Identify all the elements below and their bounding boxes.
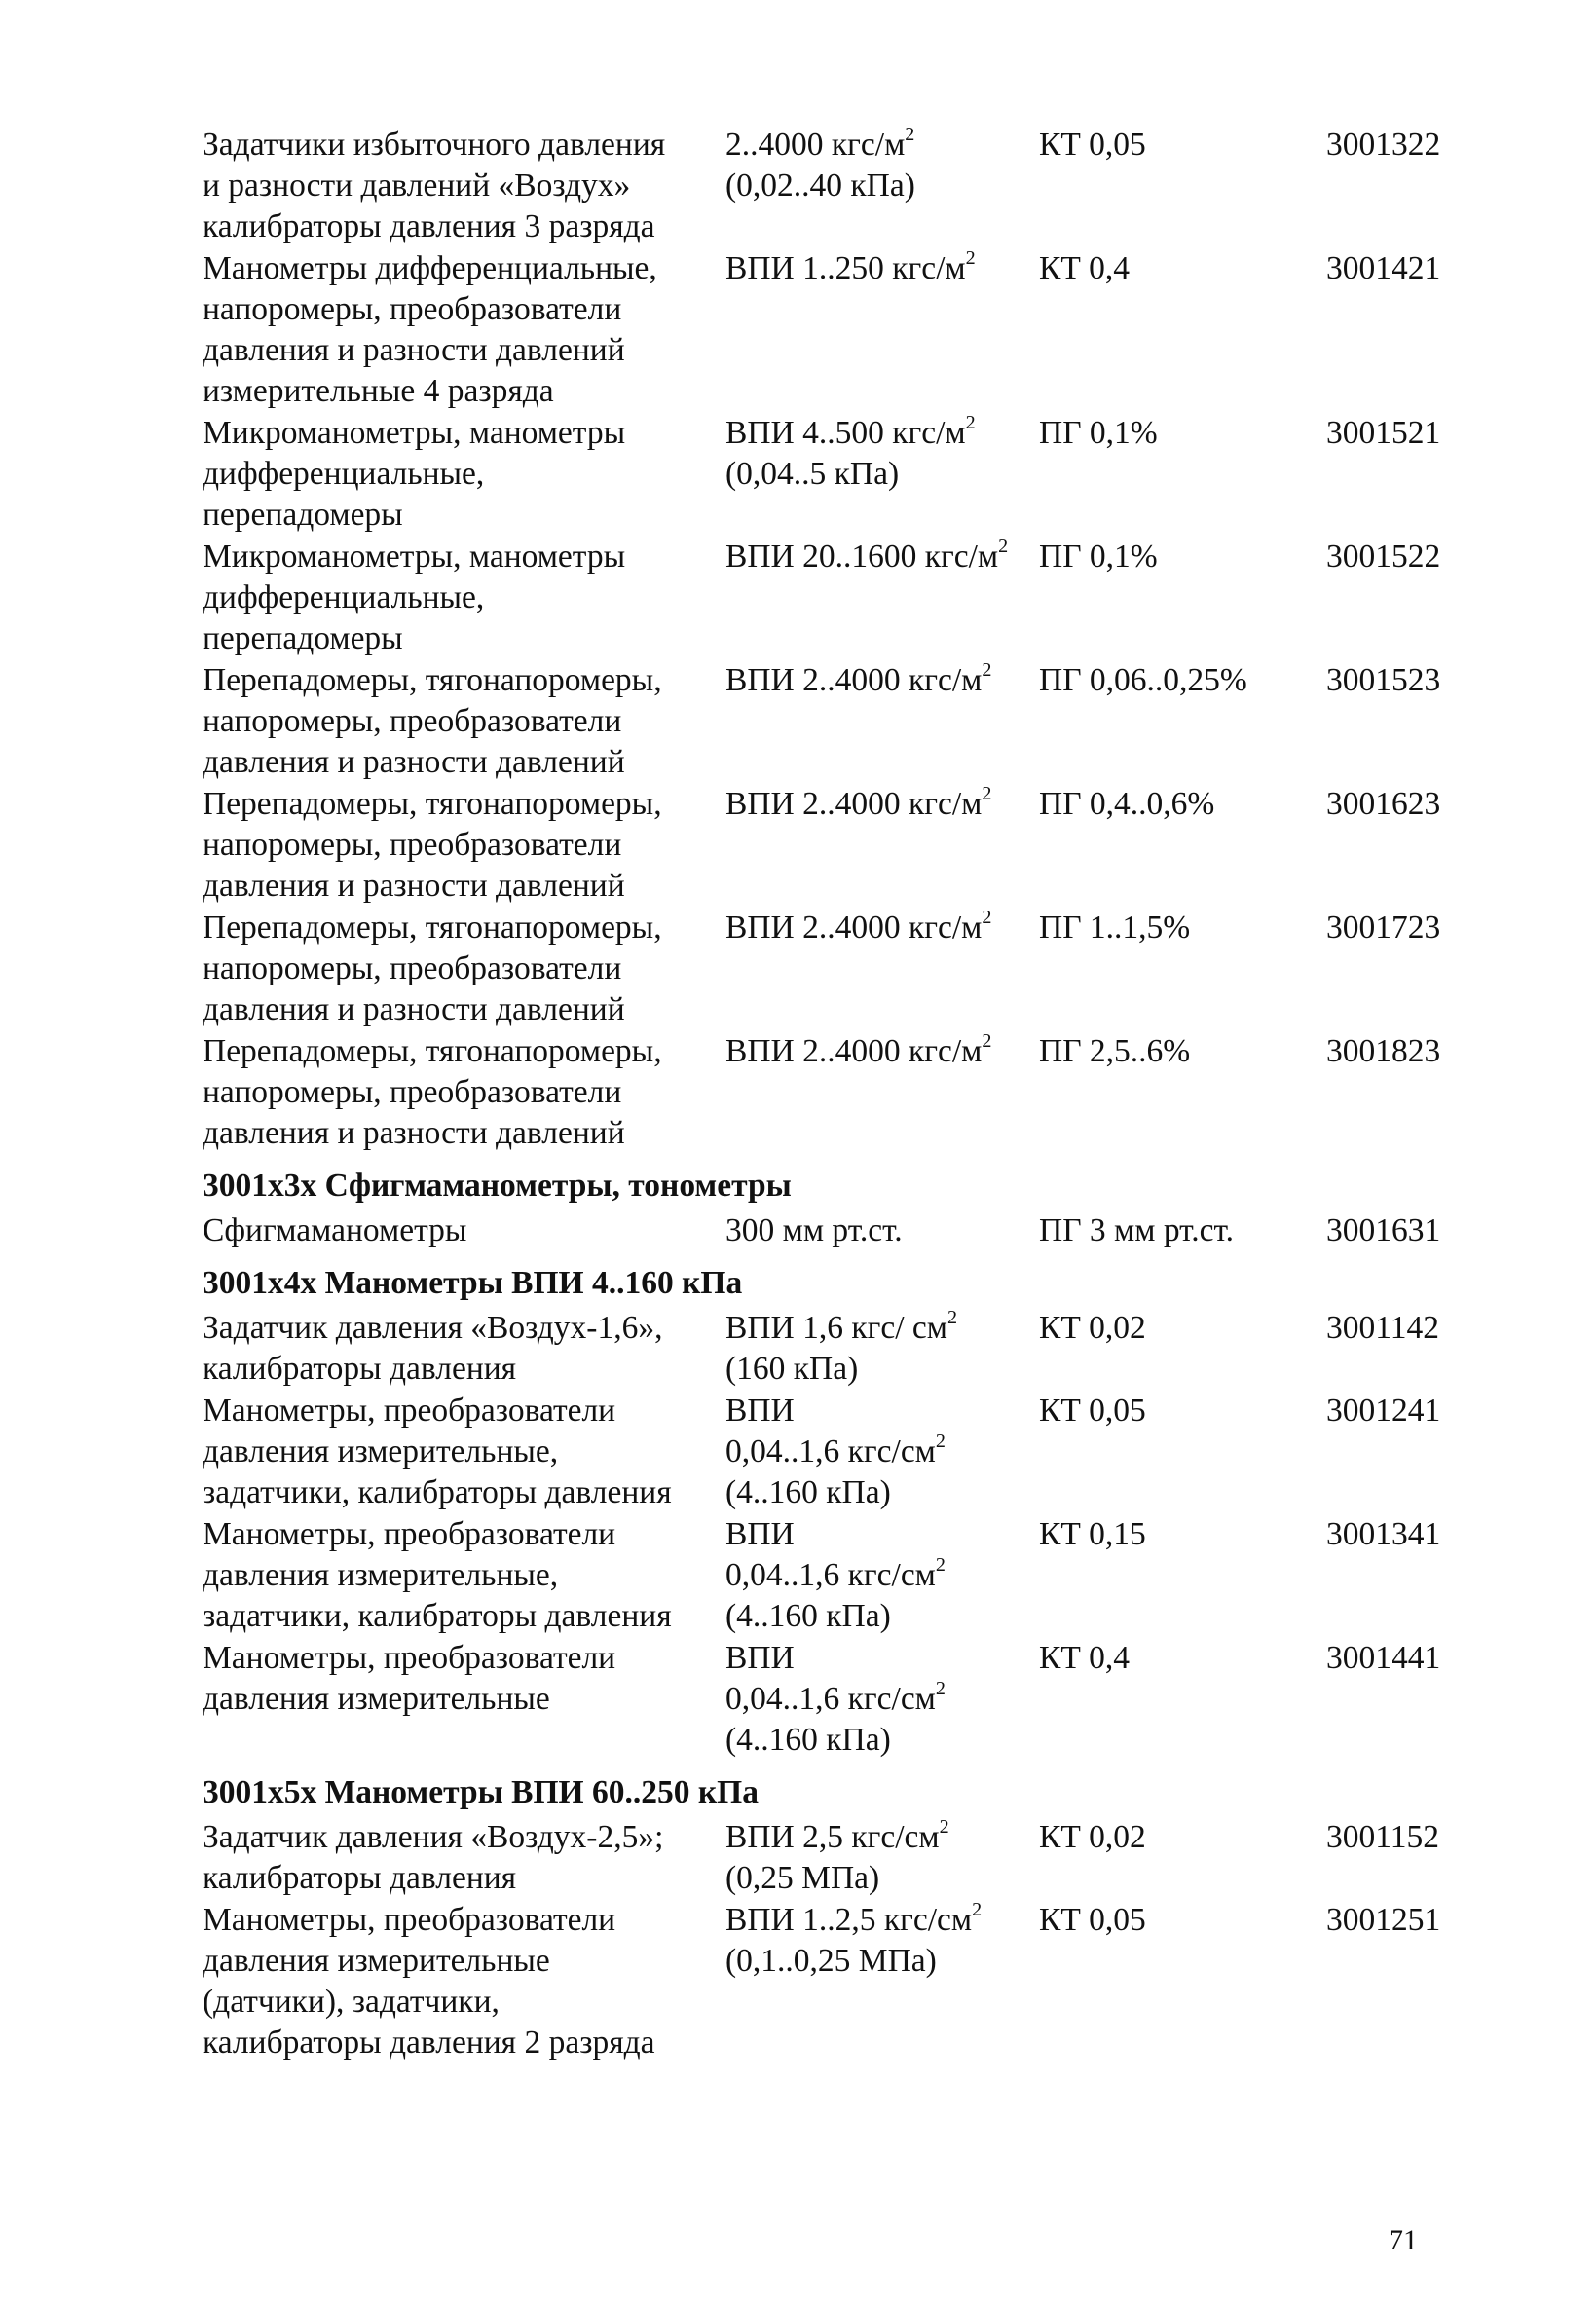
instrument-code: 3001142 (1326, 1310, 1440, 1346)
instrument-code: 3001421 (1326, 250, 1441, 286)
instrument-row (203, 1308, 1468, 1390)
instrument-name: Манометры, преобразователи давления измерительные, задатчики, калибраторы давления (203, 1516, 672, 1634)
instrument-row (203, 413, 1468, 536)
accuracy-class: ПГ 3 мм рт.ст. (1039, 1212, 1235, 1248)
instrument-code: 3001441 (1326, 1640, 1441, 1676)
instrument-row (203, 1514, 1468, 1637)
accuracy-class: КТ 0,05 (1039, 127, 1146, 163)
instrument-name: Микроманометры, манометры дифференциальные, перепадомеры (203, 539, 626, 656)
measurement-range: ВПИ 2..4000 кгс/$м^2$ (725, 906, 992, 946)
accuracy-class: КТ 0,05 (1039, 1902, 1146, 1938)
instrument-code: 3001823 (1326, 1033, 1441, 1069)
instrument-row (203, 537, 1468, 659)
accuracy-class: КТ 0,05 (1039, 1393, 1146, 1429)
instrument-row (203, 1900, 1468, 2063)
accuracy-class: КТ 0,4 (1039, 1640, 1131, 1676)
instrument-code: 3001623 (1326, 786, 1441, 822)
measurement-range: ВПИ 0,04..1,6 кгс/$см^2$ (4..160 кПа) (725, 1516, 946, 1634)
measurement-range: ВПИ 0,04..1,6 кгс/$см^2$ (4..160 кПа) (725, 1640, 946, 1758)
measurement-range: ВПИ 1..2,5 кгс/$см^2$ (0,1..0,25 МПа) (725, 1898, 983, 1979)
instrument-code: 3001152 (1326, 1819, 1440, 1855)
instrument-code: 3001723 (1326, 910, 1441, 946)
instrument-row (203, 248, 1468, 412)
measurement-range: 300 мм рт.ст. (725, 1212, 903, 1248)
page-number: 71 (1389, 2224, 1418, 2256)
section-heading: 3001x4x Манометры ВПИ 4..160 кПа (203, 1265, 743, 1301)
instrument-code: 3001522 (1326, 539, 1441, 575)
measurement-range: ВПИ 2..4000 кгс/$м^2$ (725, 658, 992, 698)
measurement-range: ВПИ 20..1600 кгс/$м^2$ (725, 535, 1009, 575)
instrument-code: 3001251 (1326, 1902, 1441, 1938)
instrument-name: Перепадомеры, тягонапоромеры, напоромеры, преобразователи давления и разности давлений (203, 662, 662, 780)
measurement-range: ВПИ 0,04..1,6 кгс/$см^2$ (4..160 кПа) (725, 1393, 946, 1510)
instrument-row (203, 1210, 1468, 1251)
measurement-range: ВПИ 2..4000 кгс/$м^2$ (725, 782, 992, 822)
instrument-name: Задатчик давления «Воздух-1,6», калибраторы давления (203, 1310, 663, 1387)
document-body (203, 125, 1468, 2064)
accuracy-class: ПГ 1..1,5% (1039, 910, 1191, 946)
instrument-row (203, 660, 1468, 783)
measurement-range: ВПИ 2,5 кгс/$см^2$ (0,25 МПа) (725, 1815, 949, 1896)
instrument-row (203, 1031, 1468, 1154)
instrument-name: Манометры, преобразователи давления измерительные, задатчики, калибраторы давления (203, 1393, 672, 1510)
instrument-code: 3001322 (1326, 127, 1441, 163)
instrument-name: Задатчик давления «Воздух-2,5»; калибраторы давления (203, 1819, 664, 1896)
accuracy-class: КТ 0,4 (1039, 250, 1131, 286)
measurement-range: ВПИ 4..500 кгс/$м^2$ (0,04..5 кПа) (725, 411, 976, 492)
accuracy-class: КТ 0,02 (1039, 1310, 1146, 1346)
instrument-name: Манометры дифференциальные, напоромеры, преобразователи давления и разности давлений измерительные 4 разряда (203, 250, 657, 409)
accuracy-class: ПГ 0,4..0,6% (1039, 786, 1215, 822)
instrument-name: Манометры, преобразователи давления измерительные (203, 1640, 616, 1717)
instrument-name: Манометры, преобразователи давления измерительные (датчики), задатчики, калибраторы давления 2 разряда (203, 1902, 655, 2061)
measurement-range: ВПИ 2..4000 кгс/$м^2$ (725, 1029, 992, 1069)
accuracy-class: ПГ 0,1% (1039, 415, 1158, 451)
accuracy-class: КТ 0,02 (1039, 1819, 1146, 1855)
accuracy-class: ПГ 0,1% (1039, 539, 1158, 575)
instrument-row (203, 908, 1468, 1030)
instrument-code: 3001631 (1326, 1212, 1441, 1248)
accuracy-class: КТ 0,15 (1039, 1516, 1146, 1552)
instrument-row (203, 125, 1468, 247)
measurement-range: ВПИ 1..250 кгс/$м^2$ (725, 246, 976, 286)
instrument-code: 3001523 (1326, 662, 1441, 698)
measurement-range: ВПИ 1,6 кгс/ $см^2$ (160 кПа) (725, 1306, 958, 1387)
instrument-name: Перепадомеры, тягонапоромеры, напоромеры, преобразователи давления и разности давлений (203, 910, 662, 1027)
instrument-name: Перепадомеры, тягонапоромеры, напоромеры, преобразователи давления и разности давлений (203, 786, 662, 904)
measurement-range: 2..4000 кгс/$м^2$ (0,02..40 кПа) (725, 123, 915, 204)
instrument-row (203, 784, 1468, 907)
instrument-name: Задатчики избыточного давления и разности давлений «Воздух» калибраторы давления 3 разряда (203, 127, 666, 244)
instrument-row (203, 1638, 1468, 1761)
accuracy-class: ПГ 2,5..6% (1039, 1033, 1191, 1069)
accuracy-class: ПГ 0,06..0,25% (1039, 662, 1247, 698)
instrument-name: Сфигмаманометры (203, 1212, 467, 1248)
instrument-code: 3001521 (1326, 415, 1441, 451)
instrument-name: Перепадомеры, тягонапоромеры, напоромеры, преобразователи давления и разности давлений (203, 1033, 662, 1151)
instrument-code: 3001241 (1326, 1393, 1441, 1429)
instrument-row (203, 1391, 1468, 1513)
section-heading: 3001x5x Манометры ВПИ 60..250 кПа (203, 1774, 759, 1810)
section-heading: 3001x3x Сфигмаманометры, тонометры (203, 1168, 792, 1204)
instrument-name: Микроманометры, манометры дифференциальные, перепадомеры (203, 415, 626, 533)
instrument-code: 3001341 (1326, 1516, 1441, 1552)
instrument-row (203, 1817, 1468, 1899)
